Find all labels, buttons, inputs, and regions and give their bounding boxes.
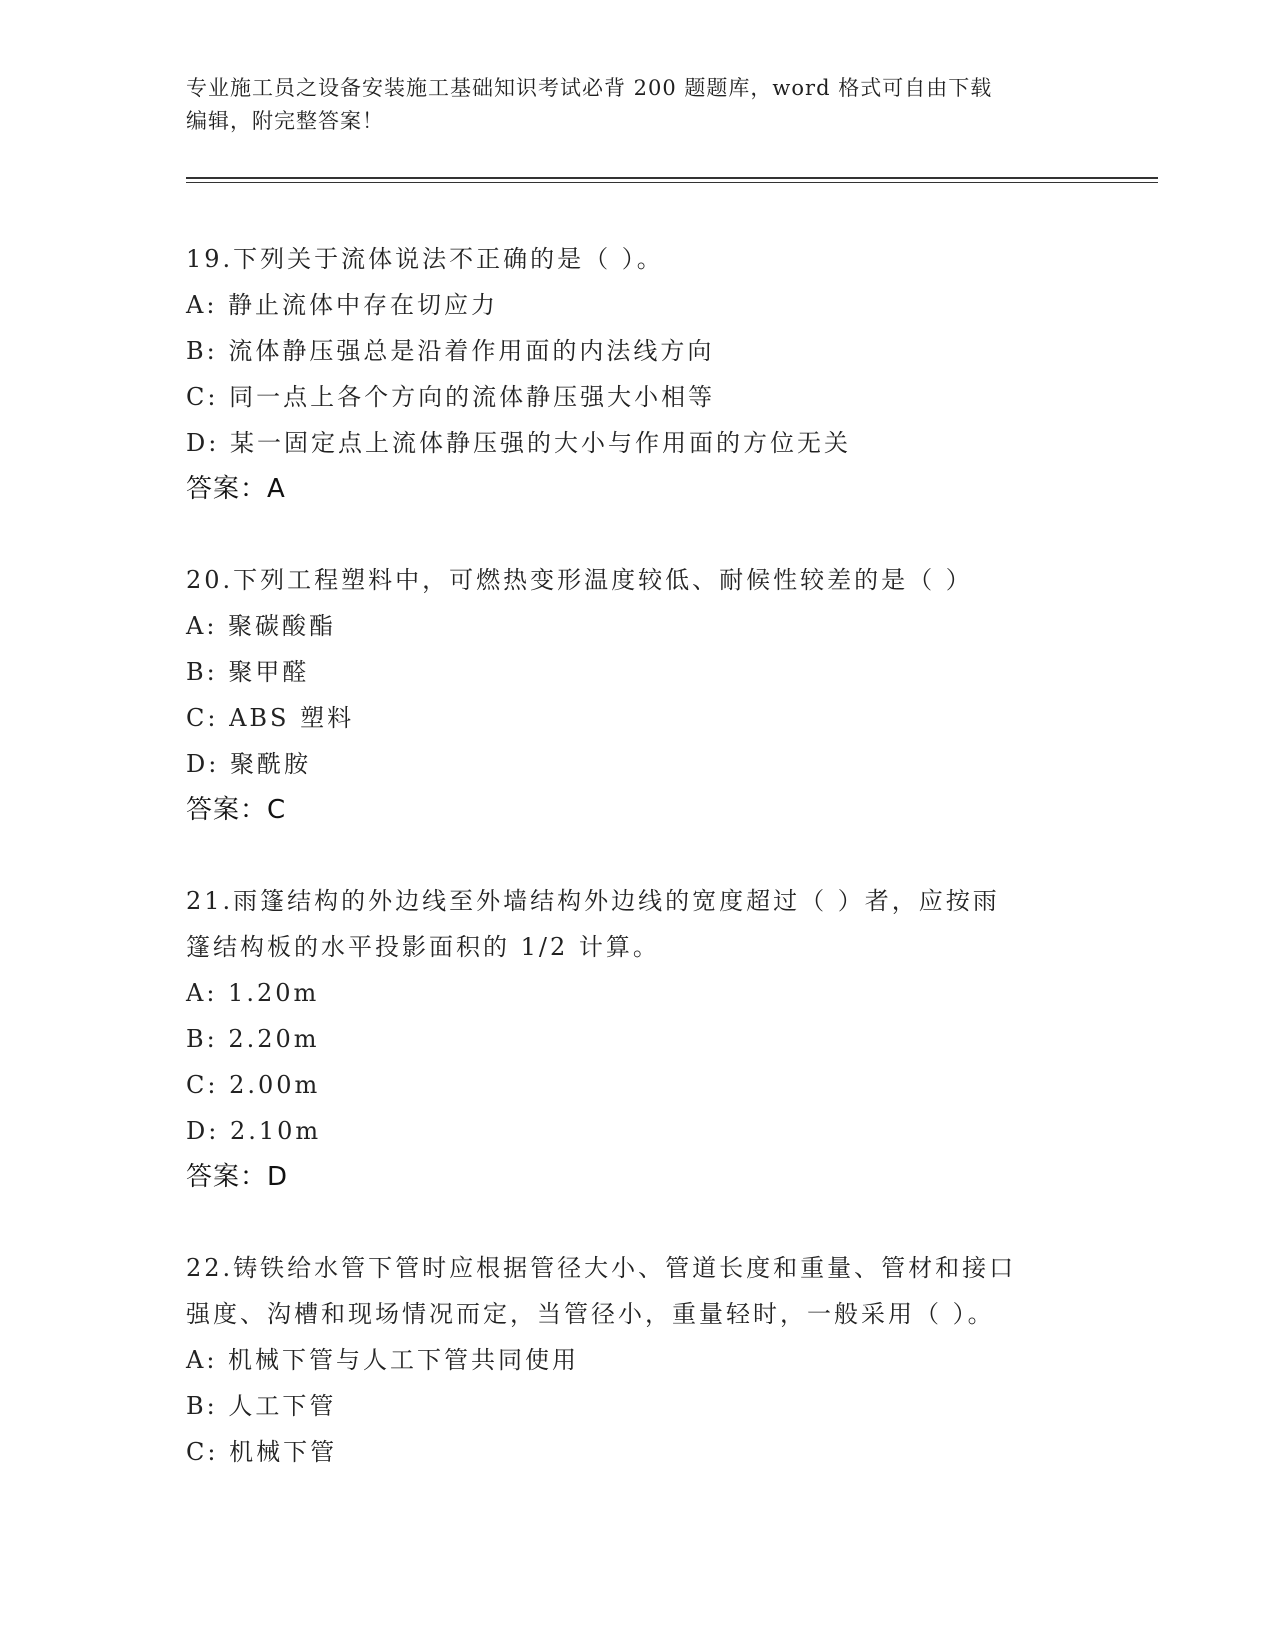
answer-label: 答案：A — [186, 474, 286, 504]
question-21 — [186, 878, 1086, 1200]
question-list — [186, 236, 1086, 1520]
question-stem-line: 20.下列工程塑料中，可燃热变形温度较低、耐候性较差的是（ ） — [186, 566, 973, 594]
option-a: A: 静止流体中存在切应力 — [186, 291, 499, 319]
document-header — [186, 72, 1066, 138]
option-d: D: 某一固定点上流体静压强的大小与作用面的方位无关 — [186, 429, 851, 457]
question-19 — [186, 236, 1086, 512]
option-d: D: 2.10m — [186, 1117, 322, 1145]
option-c: C: 2.00m — [186, 1071, 321, 1099]
header-divider-thick — [186, 177, 1158, 179]
option-c: C: 机械下管 — [186, 1438, 338, 1466]
question-20 — [186, 557, 1086, 833]
header-divider-thin — [186, 182, 1158, 183]
option-b: B: 2.20m — [186, 1025, 320, 1053]
option-b: B: 人工下管 — [186, 1392, 337, 1420]
question-stem-line: 19.下列关于流体说法不正确的是（ ）。 — [186, 245, 664, 273]
option-c: C: 同一点上各个方向的流体静压强大小相等 — [186, 383, 716, 411]
question-stem-line: 篷结构板的水平投影面积的 1/2 计算。 — [186, 933, 660, 961]
question-stem-line: 21.雨篷结构的外边线至外墙结构外边线的宽度超过（ ）者，应按雨 — [186, 887, 1000, 915]
option-a: A: 聚碳酸酯 — [186, 612, 337, 640]
answer-label: 答案：C — [186, 795, 287, 825]
question-22 — [186, 1245, 1086, 1475]
option-b: B: 流体静压强总是沿着作用面的内法线方向 — [186, 337, 715, 365]
question-stem-line: 22.铸铁给水管下管时应根据管径大小、管道长度和重量、管材和接口 — [186, 1254, 1017, 1282]
option-d: D: 聚酰胺 — [186, 750, 311, 778]
question-stem-line: 强度、沟槽和现场情况而定，当管径小，重量轻时，一般采用（ ）。 — [186, 1300, 995, 1328]
option-a: A: 机械下管与人工下管共同使用 — [186, 1346, 580, 1374]
header-line-2: 编辑，附完整答案！ — [186, 109, 384, 133]
option-a: A: 1.20m — [186, 979, 320, 1007]
option-b: B: 聚甲醛 — [186, 658, 310, 686]
answer-label: 答案：D — [186, 1162, 289, 1192]
option-c: C: ABS 塑料 — [186, 704, 355, 732]
header-line-1: 专业施工员之设备安装施工基础知识考试必背 200 题题库，word 格式可自由下载 — [186, 76, 993, 100]
